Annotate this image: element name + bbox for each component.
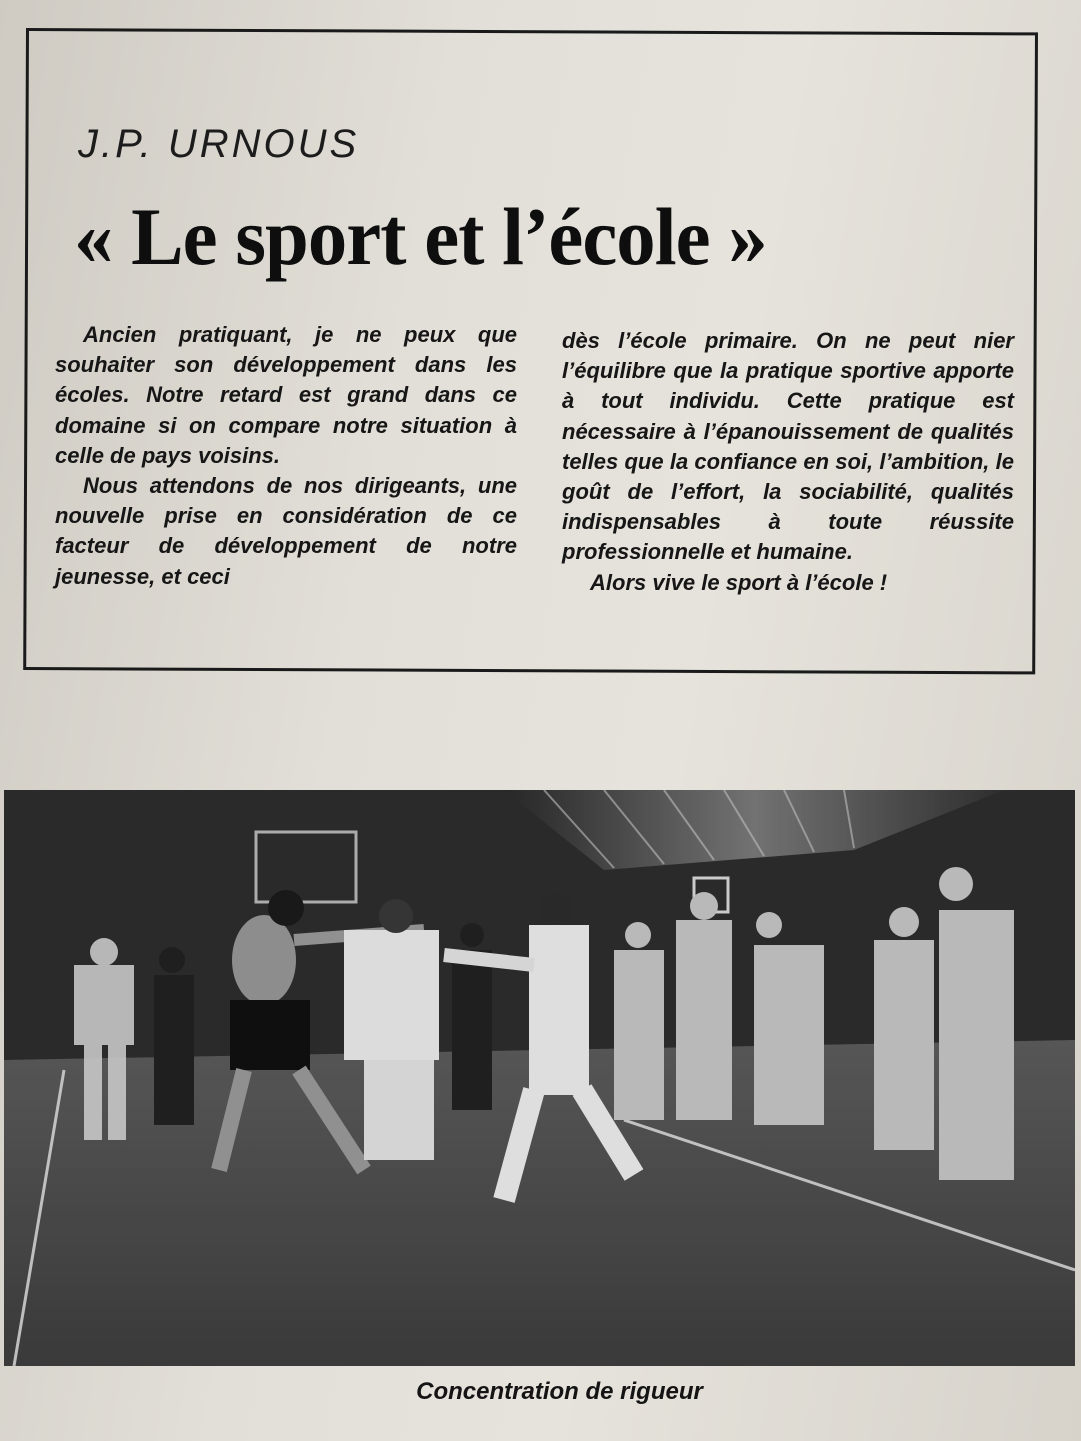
article-column-right: [562, 326, 1014, 598]
paragraph: dès l’école primaire. On ne peut nier l’équilibre que la pratique sportive apporte à tout individu. Cette pratique est nécessaire à l’épanouissement de qualités telles que la confiance en soi, l’ambition, le goût de l’effort, la sociabilité, qualités indispensables à toute réussite professionnelle et humaine.: [562, 328, 1014, 565]
sports-hall-photo: [4, 790, 1075, 1366]
photo-caption: Concentration de rigueur: [416, 1378, 703, 1405]
paragraph: Ancien pratiquant, je ne peux que souhaiter son développement dans les écoles. Notre retard est grand dans ce domaine si on compare notre situation à celle de pays voisins.: [55, 322, 517, 468]
article-headline: « Le sport et l’école »: [74, 191, 767, 282]
article-author: J.P. URNOUS: [78, 122, 360, 166]
paragraph: Nous attendons de nos dirigeants, une nouvelle prise en considération de ce facteur de développement de notre jeunesse, et ceci: [55, 473, 517, 589]
article-column-left: [55, 320, 517, 592]
photo-illustration: [4, 790, 1075, 1366]
paragraph: Alors vive le sport à l’école !: [590, 569, 888, 595]
